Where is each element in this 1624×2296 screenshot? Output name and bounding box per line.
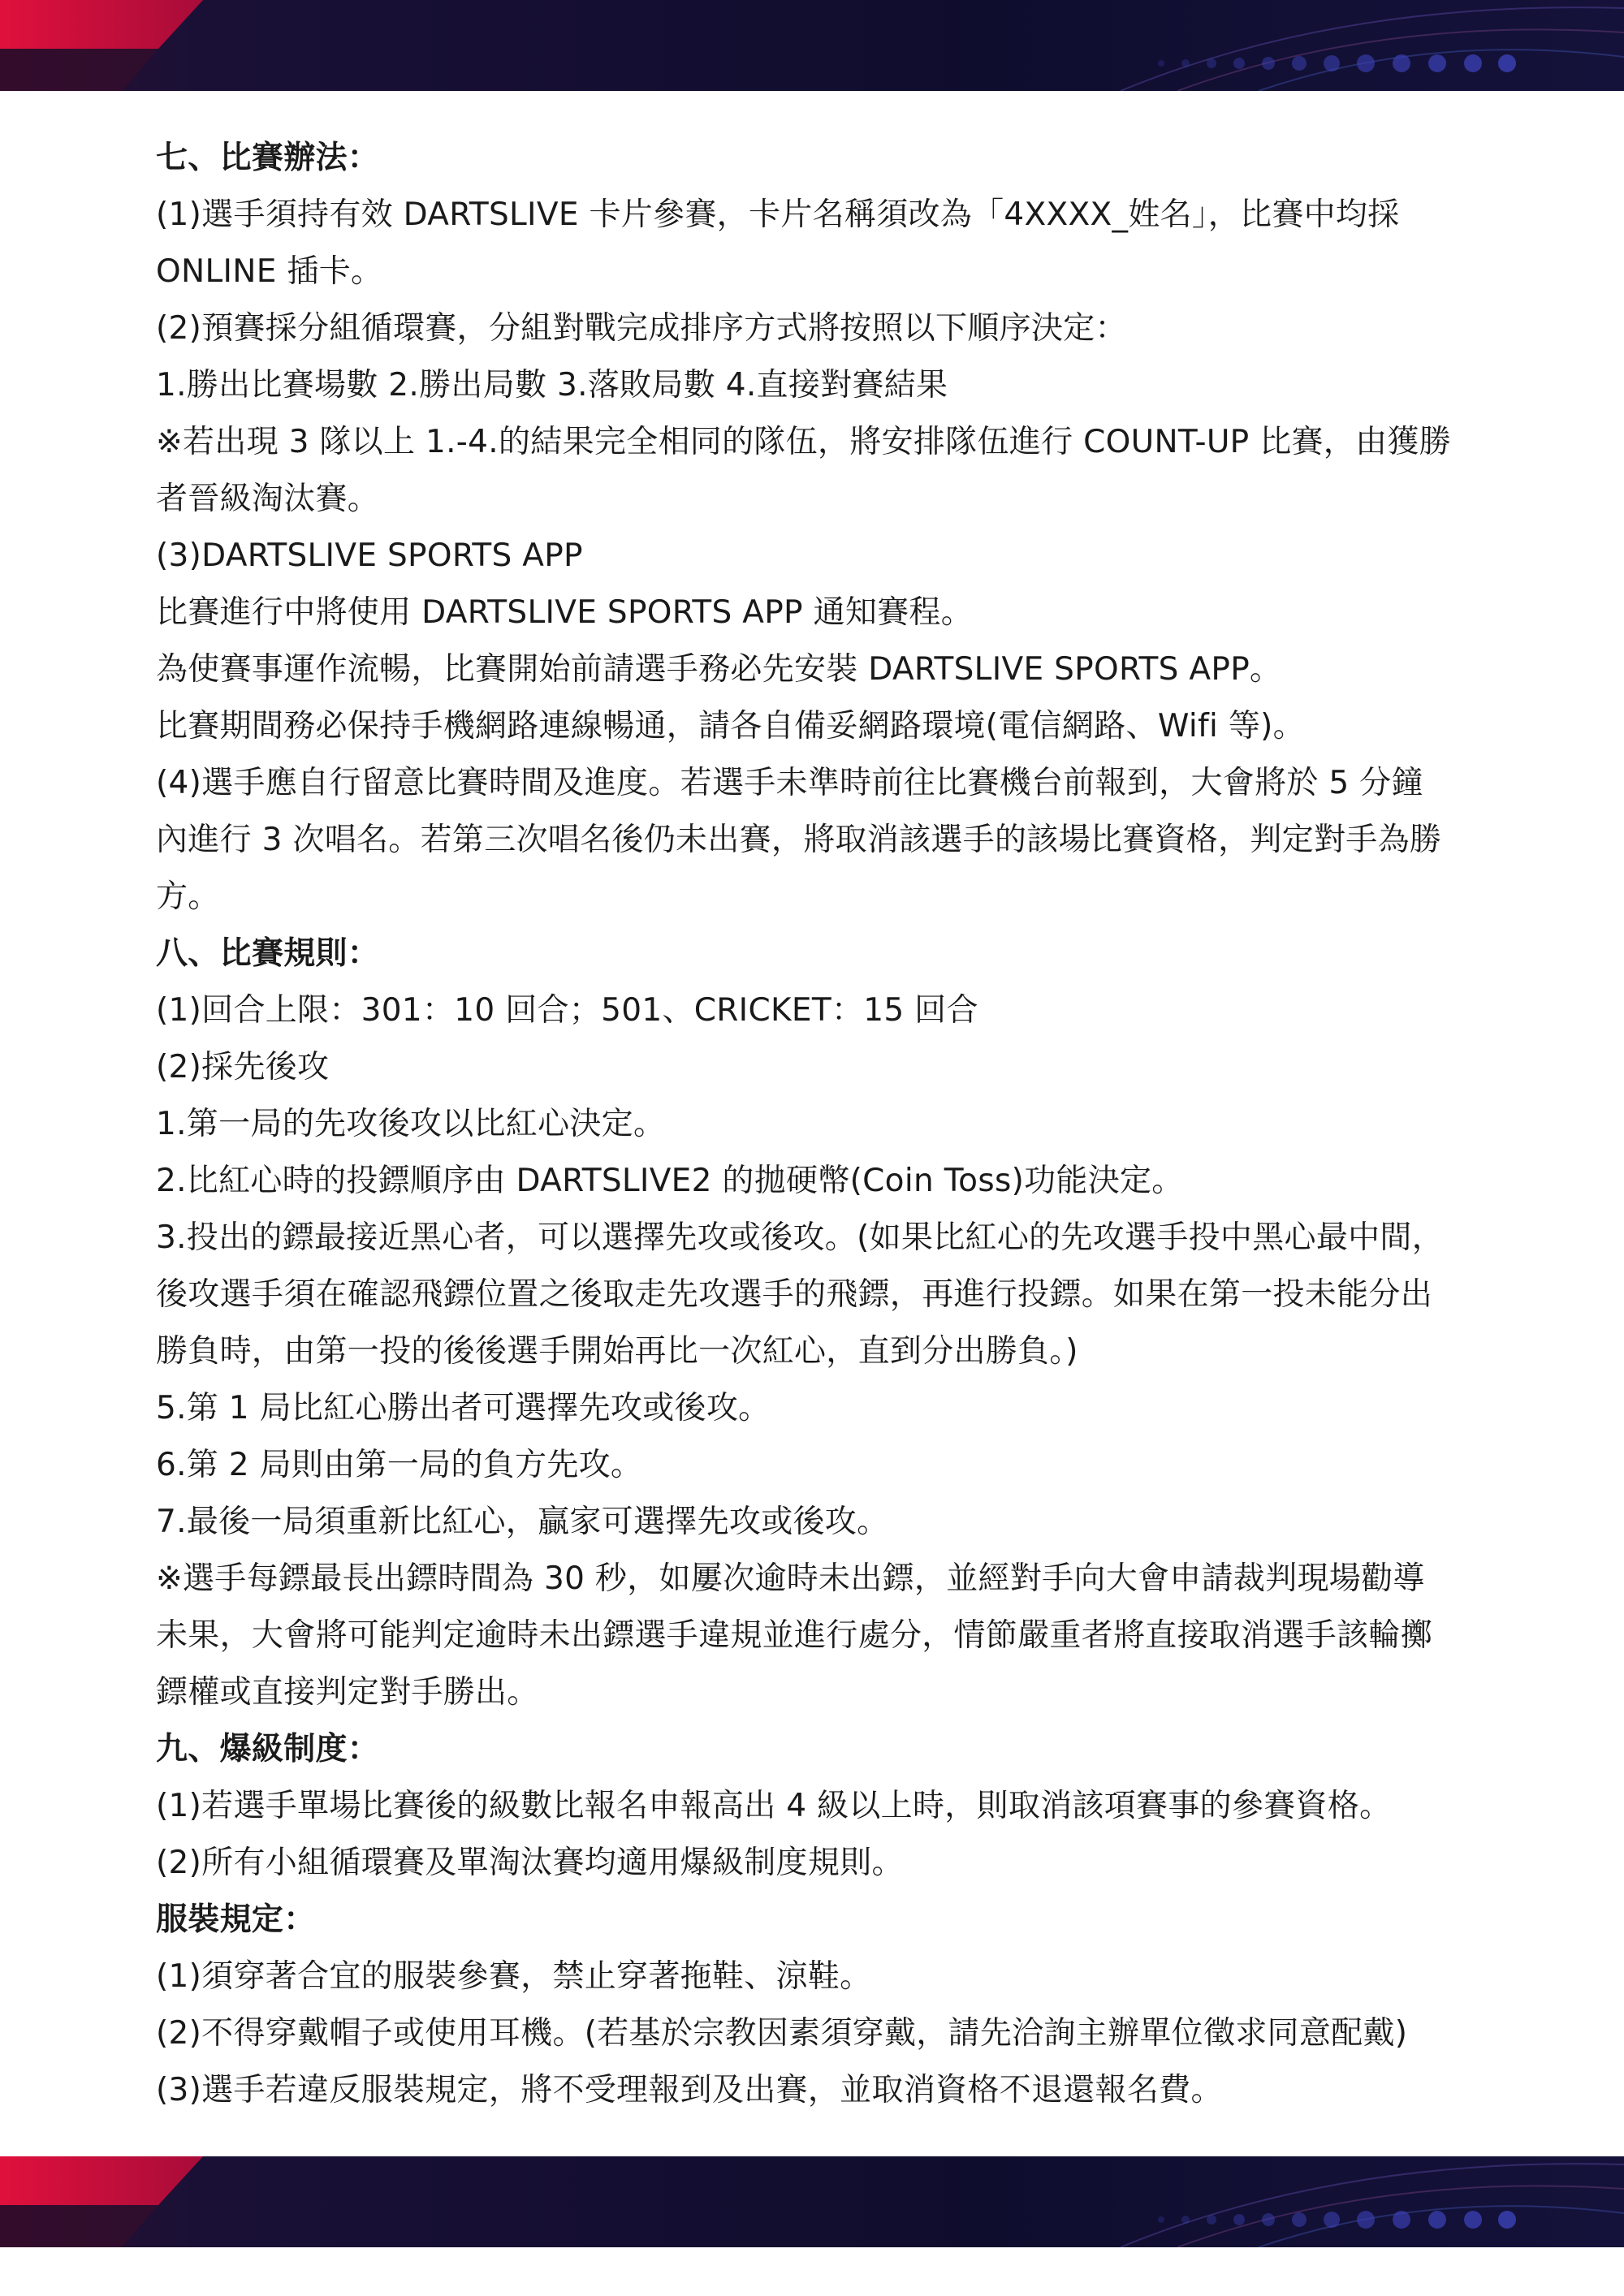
bottom-banner [0, 2156, 1624, 2247]
document-line: 方。 [156, 878, 220, 915]
document-line: (2)不得穿戴帽子或使用耳機。(若基於宗教因素須穿戴，請先洽詢主辦單位徵求同意配戴) [156, 2015, 1408, 2052]
document-line: (3)DARTSLIVE SPORTS APP [156, 537, 583, 574]
document-line: ※選手每鏢最長出鏢時間為 30 秒，如屢次逾時未出鏢，並經對手向大會申請裁判現場勸導 [156, 1560, 1425, 1597]
bottom-banner-decoration-icon [0, 2156, 1624, 2247]
document-line: (3)選手若違反服裝規定，將不受理報到及出賽，並取消資格不退還報名費。 [156, 2072, 1223, 2108]
document-line: 鏢權或直接判定對手勝出。 [156, 1674, 539, 1711]
section-heading: 九、爆級制度： [156, 1731, 380, 1767]
document-line: 5.第 1 局比紅心勝出者可選擇先攻或後攻。 [156, 1390, 771, 1426]
document-line: ONLINE 插卡。 [156, 253, 383, 290]
document-line: 後攻選手須在確認飛鏢位置之後取走先攻選手的飛鏢，再進行投鏢。如果在第一投未能分出 [156, 1276, 1433, 1313]
document-line: (1)選手須持有效 DARTSLIVE 卡片參賽，卡片名稱須改為「4XXXX_姓名」，比賽中均採 [156, 196, 1400, 233]
document-line: (2)所有小組循環賽及單淘汰賽均適用爆級制度規則。 [156, 1845, 904, 1881]
section-heading: 服裝規定： [156, 1901, 316, 1938]
document-line: (4)選手應自行留意比賽時間及進度。若選手未準時前往比賽機台前報到，大會將於 5 分鐘 [156, 765, 1423, 801]
document-line: (1)回合上限：301：10 回合；501、CRICKET：15 回合 [156, 992, 978, 1029]
document-line: 為使賽事運作流暢，比賽開始前請選手務必先安裝 DARTSLIVE SPORTS APP。 [156, 651, 1282, 688]
top-banner [0, 0, 1624, 91]
document-line: (1)若選手單場比賽後的級數比報名申報高出 4 級以上時，則取消該項賽事的參賽資格。 [156, 1788, 1392, 1824]
document-line: 2.比紅心時的投鏢順序由 DARTSLIVE2 的拋硬幣(Coin Toss)功能決定。 [156, 1163, 1184, 1199]
document-line: 1.第一局的先攻後攻以比紅心決定。 [156, 1106, 666, 1142]
document-line: 比賽期間務必保持手機網路連線暢通，請各自備妥網路環境(電信網路、Wifi 等)。 [156, 708, 1305, 744]
document-line: 1.勝出比賽場數 2.勝出局數 3.落敗局數 4.直接對賽結果 [156, 367, 948, 404]
document-line: (2)預賽採分組循環賽，分組對戰完成排序方式將按照以下順序決定： [156, 310, 1127, 347]
document-line: 勝負時，由第一投的後後選手開始再比一次紅心，直到分出勝負。) [156, 1333, 1078, 1370]
top-banner-decoration-icon [0, 0, 1624, 91]
document-line: 比賽進行中將使用 DARTSLIVE SPORTS APP 通知賽程。 [156, 594, 974, 631]
document-line: 者晉級淘汰賽。 [156, 481, 380, 517]
document-line: (2)採先後攻 [156, 1049, 330, 1085]
document-body [156, 130, 1488, 2119]
document-line: (1)須穿著合宜的服裝參賽，禁止穿著拖鞋、涼鞋。 [156, 1958, 872, 1995]
document-line: 7.最後一局須重新比紅心，贏家可選擇先攻或後攻。 [156, 1504, 889, 1540]
document-line: 3.投出的鏢最接近黑心者，可以選擇先攻或後攻。(如果比紅心的先攻選手投中黑心最中間， [156, 1219, 1445, 1256]
document-line: ※若出現 3 隊以上 1.-4.的結果完全相同的隊伍，將安排隊伍進行 COUNT-UP 比賽，由獲勝 [156, 424, 1451, 460]
document-line: 6.第 2 局則由第一局的負方先攻。 [156, 1447, 643, 1483]
document-line: 內進行 3 次唱名。若第三次唱名後仍未出賽，將取消該選手的該場比賽資格，判定對手為勝 [156, 822, 1442, 858]
section-heading: 七、比賽辦法： [156, 140, 380, 176]
document-line: 未果，大會將可能判定逾時未出鏢選手違規並進行處分，情節嚴重者將直接取消選手該輪擲 [156, 1617, 1433, 1654]
section-heading: 八、比賽規則： [156, 935, 380, 972]
